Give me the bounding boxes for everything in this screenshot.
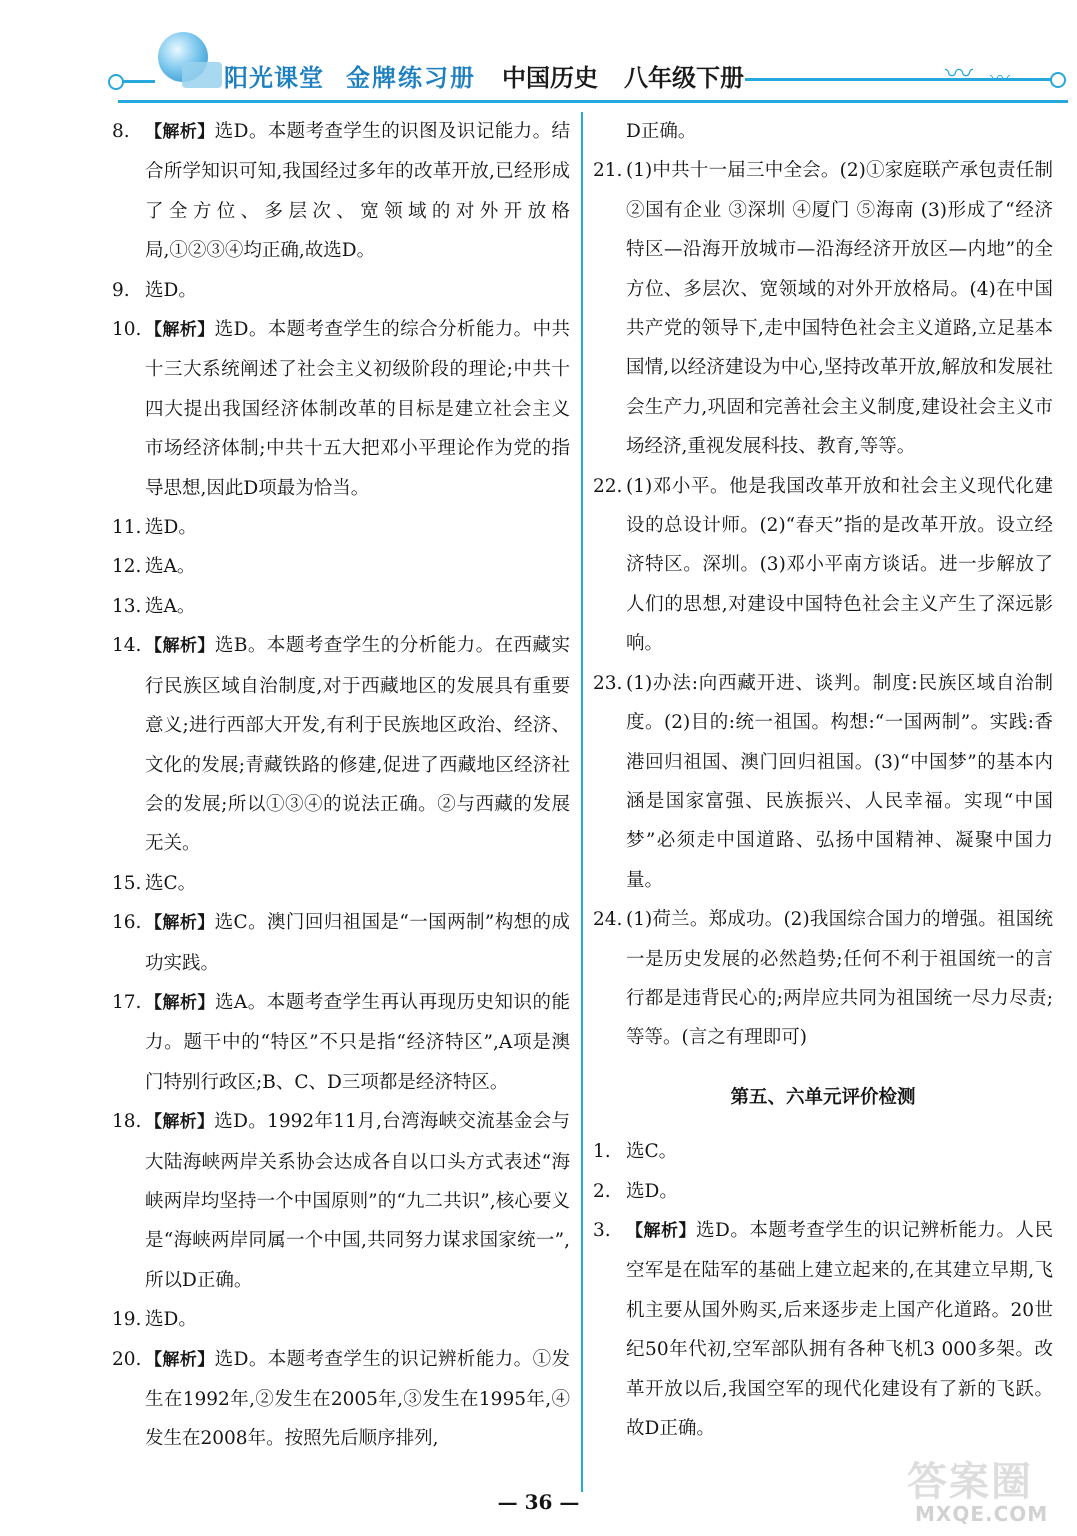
item-number: 12. <box>112 556 142 578</box>
page-header <box>0 0 1077 112</box>
analysis-tag: 【解析】 <box>145 636 215 657</box>
item-text: 选D。 <box>145 1309 197 1331</box>
answer-item <box>593 467 1053 664</box>
item-number: 24. <box>593 909 623 931</box>
item-text: 选B。本题考查学生的分析能力。在西藏实行民族区域自治制度,对于西藏地区的发展具有重要意义;进行西部大开发,有利于民族地区政治、经济、文化的发展;青藏铁路的修建,促进了西藏地区经济社会的发展;所以①③④的说法正确。②与西藏的发展无关。 <box>145 635 570 855</box>
brand-primary: 阳光课堂 <box>224 64 324 92</box>
item-number: 3. <box>593 1219 611 1241</box>
item-text: 选A。 <box>145 556 196 578</box>
item-number: 19. <box>112 1309 142 1331</box>
answer-item <box>593 1132 1053 1171</box>
answer-item <box>112 508 570 547</box>
analysis-tag: 【解析】 <box>145 122 215 142</box>
answer-item <box>112 626 570 863</box>
item-text: 选D。 <box>626 1180 678 1202</box>
answer-item <box>112 1102 570 1300</box>
section-title: 第五、六单元评价检测 <box>730 1086 916 1108</box>
answer-item <box>593 151 1053 466</box>
answer-item <box>593 1211 1053 1448</box>
right-column <box>593 112 1053 1448</box>
answer-item <box>112 1300 570 1339</box>
small-bird-icon: 〰 <box>990 66 1010 90</box>
answer-item <box>112 271 570 310</box>
watermark <box>895 1450 1070 1530</box>
item-text: 选D。本题考查学生的识记辨析能力。①发生在1992年,②发生在2005年,③发生在1995年,④发生在2008年。按照先后顺序排列, <box>145 1348 570 1450</box>
header-dot-right <box>1050 72 1066 88</box>
item-text: 选D。本题考查学生的识图及识记能力。结合所学知识可知,我国经过多年的改革开放,已经形成了全方位、多层次、宽领域的对外开放格局,①②③④均正确,故选D。 <box>145 121 570 262</box>
item-text: 选D。1992年11月,台湾海峡交流基金会与大陆海峡两岸关系协会达成各自以口头方式表述“海峡两岸均坚持一个中国原则”的“九二共识”,核心要义是“海峡两岸同属一个中国,共同努力谋求国家统一”,所以D正确。 <box>145 1111 571 1291</box>
item-number: 1. <box>593 1141 611 1163</box>
answer-item <box>593 900 1053 1058</box>
answer-item <box>112 903 570 983</box>
item-number: 16. <box>112 912 142 934</box>
answer-item <box>112 1340 570 1459</box>
item-number: 8. <box>112 121 130 142</box>
analysis-tag: 【解析】 <box>145 1349 215 1370</box>
header-dot-left <box>108 74 124 90</box>
analysis-tag: 【解析】 <box>145 992 215 1013</box>
item-text: (1)办法:向西藏开进、谈判。制度:民族区域自治制度。(2)目的:统一祖国。构想:“一国两制”。实践:香港回归祖国、澳门回归祖国。(3)“中国梦”的基本内涵是国家富强、民族振兴、人民幸福。实现“中国梦”必须走中国道路、弘扬中国精神、凝聚中国力量。 <box>626 672 1053 891</box>
item-number: 15. <box>112 872 142 894</box>
item-text: 选D。本题考查学生的综合分析能力。中共十三大系统阐述了社会主义初级阶段的理论;中共十四大提出我国经济体制改革的目标是建立社会主义市场经济体制;中共十五大把邓小平理论作为党的指导思想,因此D项最为恰当。 <box>145 319 570 499</box>
brand-secondary: 金牌练习册 <box>346 64 476 92</box>
item-text: 选A。本题考查学生再认再现历史知识的能力。题干中的“特区”不只是指“经济特区”,A项是澳门特别行政区;B、C、D三项都是经济特区。 <box>145 991 570 1093</box>
item-number: 14. <box>112 635 142 657</box>
item-number: 2. <box>593 1180 611 1202</box>
subject-label: 中国历史 <box>502 64 598 92</box>
item-number: 17. <box>112 991 142 1013</box>
item-number: 20. <box>112 1348 142 1370</box>
answer-item <box>593 1172 1053 1211</box>
watermark-domain: MXQE.COM <box>915 1502 1049 1526</box>
answer-item <box>112 983 570 1102</box>
header-rule-bottom <box>118 100 1068 103</box>
answer-item <box>593 664 1053 900</box>
item-number: 11. <box>112 517 142 539</box>
item-number: 18. <box>112 1111 142 1133</box>
answer-item <box>112 112 570 271</box>
item-number: 10. <box>112 319 142 341</box>
continuation-text: D正确。 <box>626 121 697 142</box>
item-text: (1)邓小平。他是我国改革开放和社会主义现代化建设的总设计师。(2)“春天”指的是改革开放。设立经济特区。深圳。(3)邓小平南方谈话。进一步解放了人们的思想,对建设中国特色社会主义产生了深远影响。 <box>626 475 1053 655</box>
answer-item <box>112 547 570 586</box>
section-answer-list <box>593 1132 1053 1448</box>
left-column <box>112 112 570 1459</box>
answer-continuation <box>593 112 1053 151</box>
item-text: 选A。 <box>145 595 196 617</box>
item-text: 选C。 <box>626 1141 678 1163</box>
item-text: 选C。澳门回归祖国是“一国两制”构想的成功实践。 <box>145 912 570 974</box>
page-number: — 36 — <box>497 1490 580 1514</box>
item-text: 选D。 <box>145 279 197 301</box>
bird-icon: 〰 <box>945 57 974 90</box>
grade-label: 八年级下册 <box>624 64 744 92</box>
answer-item <box>112 864 570 903</box>
analysis-tag: 【解析】 <box>145 913 215 934</box>
item-text: (1)中共十一届三中全会。(2)①家庭联产承包责任制 ②国有企业 ③深圳 ④厦门 ⑤海南 (3)形成了“经济特区—沿海开放城市—沿海经济开放区—内地”的全方位、多层次、宽领域的对外开放格局。(4)在中国共产党的领导下,走中国特色社会主义道路,立足基本国情,以经济建设为中心,坚持改革开放,解放和发展社会生产力,巩固和完善社会主义制度,建设社会主义市场经济,重视发展科技、教育,等等。 <box>626 160 1053 458</box>
column-divider <box>581 112 583 1492</box>
item-text: 选C。 <box>145 872 197 894</box>
answer-item <box>112 587 570 626</box>
item-number: 22. <box>593 475 623 497</box>
analysis-tag: 【解析】 <box>145 320 215 341</box>
item-number: 13. <box>112 595 142 617</box>
globe-logo-icon <box>158 32 208 82</box>
item-number: 23. <box>593 672 623 694</box>
item-text: 选D。本题考查学生的识记辨析能力。人民空军是在陆军的基础上建立起来的,在其建立早期,飞机主要从国外购买,后来逐步走上国产化道路。20世纪50年代初,空军部队拥有各种飞机3 000多架。改革开放以后,我国空军的现代化建设有了新的飞跃。故D正确。 <box>626 1219 1053 1439</box>
header-rule-right <box>745 78 1060 81</box>
answer-item <box>112 310 570 508</box>
right-answer-list <box>593 151 1053 1057</box>
header-title <box>224 58 744 98</box>
item-number: 9. <box>112 279 130 301</box>
analysis-tag: 【解析】 <box>145 1112 215 1133</box>
analysis-tag: 【解析】 <box>626 1220 697 1241</box>
item-text: (1)荷兰。郑成功。(2)我国综合国力的增强。祖国统一是历史发展的必然趋势;任何不利于祖国统一的言行都是违背民心的;两岸应共同为祖国统一尽力尽责;等等。(言之有理即可) <box>626 909 1053 1049</box>
watermark-logo: 答案圈 <box>907 1459 1033 1505</box>
item-text: 选D。 <box>145 517 197 539</box>
item-number: 21. <box>593 160 623 182</box>
